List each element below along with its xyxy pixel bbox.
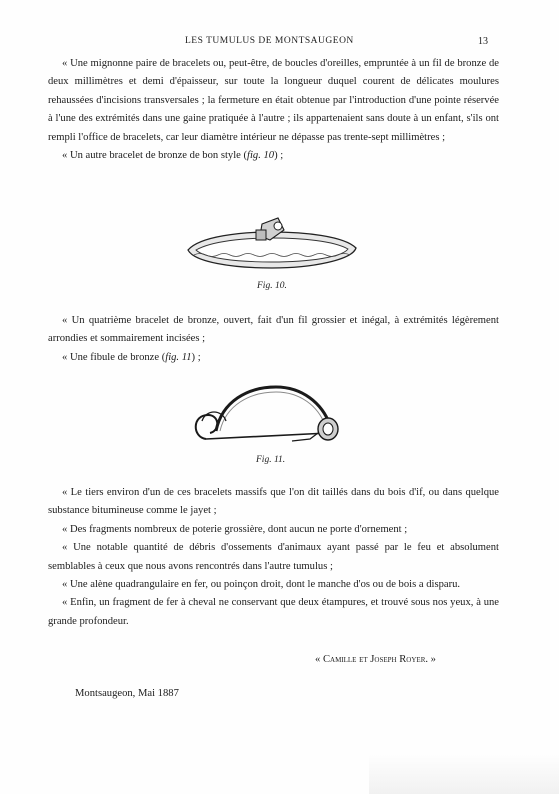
- paragraph-quatrieme-bracelet: « Un quatrième bracelet de bronze, ouvert, fait d'un fil grossier et inégal, à extrémités légèrement arrondies et sommairement incisées ;: [48, 315, 499, 345]
- figure-11-caption: Fig. 11.: [256, 455, 286, 465]
- paragraph-poterie: « Des fragments nombreux de poterie grossière, dont aucun ne porte d'ornement ;: [62, 523, 408, 535]
- paragraph-text: ) ;: [274, 150, 284, 162]
- paragraph-text: « Une fibule de bronze (: [62, 351, 166, 363]
- authors-signature: « Camille et Joseph Royer. »: [315, 654, 436, 665]
- paragraph-alene: « Une alène quadrangulaire en fer, ou poinçon droit, dont le manche d'os ou de bois a disparu.: [62, 579, 461, 591]
- figure-reference: fig. 11: [165, 351, 192, 363]
- running-title: LES TUMULUS DE MONTSAUGEON: [185, 36, 354, 46]
- paragraph-fibule: [48, 349, 499, 367]
- paragraph-ossements: « Une notable quantité de débris d'ossements d'animaux ayant passé par le feu et absolument semblables à ceux que nous avons rencontrés dans l'autre tumulus ;: [48, 542, 499, 572]
- text-block-opening: [48, 55, 499, 165]
- figure-10-caption: Fig. 10.: [257, 281, 287, 291]
- paragraph-bracelets-massifs: « Le tiers environ d'un de ces bracelets massifs que l'on dit taillés dans du bois d'if, ou dans quelque substance bitumineuse comme le jayet ;: [48, 487, 499, 517]
- paragraph-fer-a-cheval: « Enfin, un fragment de fer à cheval ne conservant que deux étampures, et trouvé sous nos yeux, à une grande profondeur.: [48, 597, 499, 627]
- figure-11-fibula-illustration: [188, 381, 348, 449]
- place-and-date: Montsaugeon, Mai 1887: [75, 688, 179, 699]
- paragraph-text: ) ;: [191, 351, 201, 363]
- paragraph-text: « Un autre bracelet de bronze de bon style (: [62, 150, 248, 162]
- scan-shadow: [369, 754, 559, 794]
- figure-10-bracelet-illustration: [182, 210, 362, 274]
- paragraph-autre-bracelet: [48, 147, 499, 165]
- page-number: 13: [478, 36, 488, 47]
- text-block-middle: [48, 312, 499, 367]
- paragraph-paire-de-bracelets: « Une mignonne paire de bracelets ou, peut-être, de boucles d'oreilles, empruntée à un fil de bronze de deux millimètres et demi d'épaisseur, sur toute la longueur duquel courent de délicates moulures rehaussées d'incisions transversales ; la fermeture en était obtenue par l'introduction d'une pointe réservée à l'une des extrémités dans une gaine pratiquée à l'autre ; ils appartenaient sans doute à un enfant, s'ils ont rempli l'office de bracelets, car leur diamètre intérieur ne dépasse pas trente-sept millimètres ;: [48, 58, 499, 143]
- text-block-closing: [48, 484, 499, 631]
- figure-reference: fig. 10: [247, 150, 275, 162]
